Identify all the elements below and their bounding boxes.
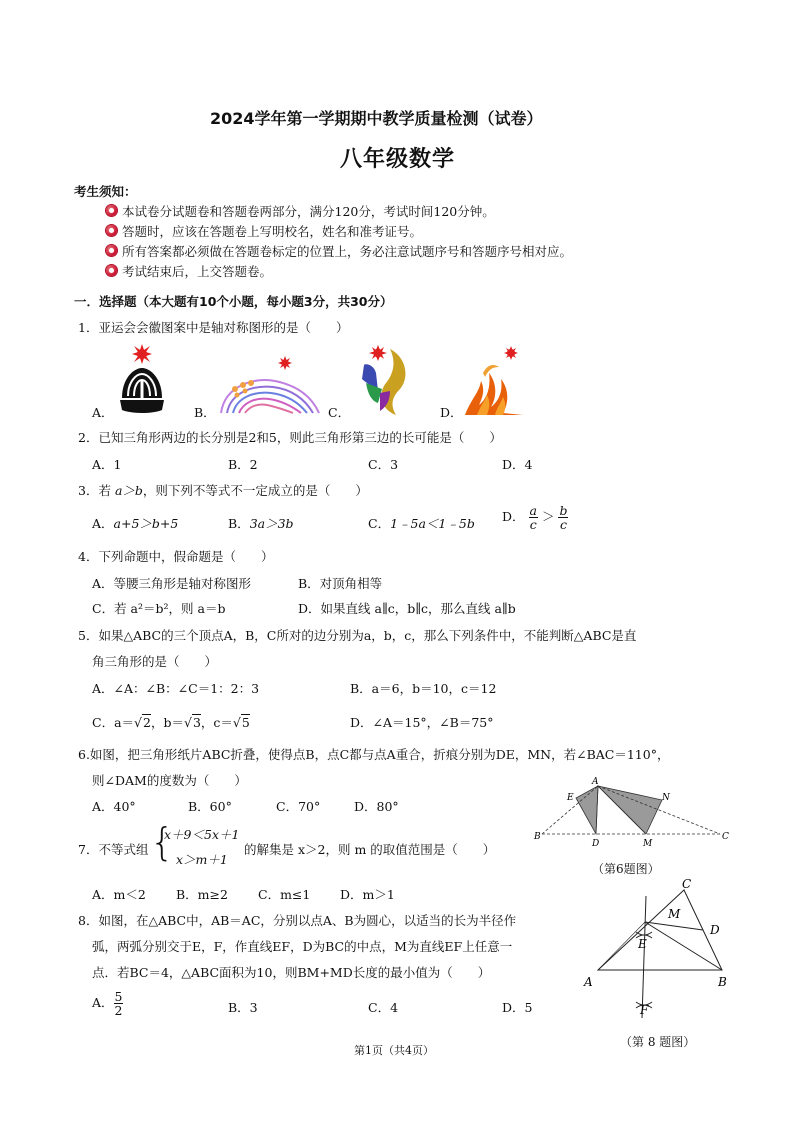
figure-8-diagram	[576, 876, 736, 1024]
q1-option-b-label: B．	[194, 405, 216, 420]
page-footer: 第1页（共4页）	[354, 1044, 434, 1057]
question-5-stem-line1: 5．如果△ABC的三个顶点A，B，C所对的边分别为a，b，c，那么下列条件中，不能判断△ABC是直	[78, 628, 637, 643]
q7-option-c: C．m≤1	[258, 887, 311, 902]
question-8-stem-line1: 8．如图，在△ABC中，AB＝AC，分别以点A、B为圆心，以适当的长为半径作	[78, 913, 517, 928]
q6-option-b: B．60°	[188, 799, 232, 814]
notice-item: 本试卷分试题卷和答题卷两部分，满分120分，考试时间120分钟。	[122, 204, 495, 219]
notice-item: 所有答案都必须做在答题卷标定的位置上，务必注意试题序号和答题序号相对应。	[122, 244, 573, 259]
exam-title: 2024学年第一学期期中教学质量检测（试卷）	[210, 109, 543, 128]
q3-option-d: D． $\frac{a}{c}$ ＞ $\frac{b}{c}$	[502, 503, 568, 533]
q2-option-a: A．1	[92, 457, 122, 472]
q7-system-line2: x＞m＋1	[176, 852, 228, 867]
fig6-point-m: M	[643, 839, 653, 849]
section-heading: 一．选择题（本大题有10个小题，每小题3分，共30分）	[74, 294, 393, 309]
fig6-point-c: C	[722, 832, 729, 842]
notice-heading: 考生须知：	[74, 184, 137, 199]
bullet-icon	[106, 265, 117, 276]
fig8-point-f: F	[640, 1003, 649, 1017]
q3-option-b: B．3a＞3b	[228, 516, 294, 531]
fig6-point-n: N	[662, 793, 670, 803]
notice-item: 答题时，应该在答题卷上写明校名，姓名和准考证号。	[122, 224, 423, 239]
emblem-a-image	[112, 340, 172, 418]
q5-option-b: B．a＝6，b＝10，c＝12	[350, 681, 497, 696]
figure-6-caption: （第6题图）	[592, 862, 660, 876]
q1-option-c-label: C．	[328, 405, 351, 420]
q4-option-c: C．若 a²＝b²，则 a＝b	[92, 601, 226, 616]
fig6-point-d: D	[592, 839, 600, 849]
q8-option-b: B．3	[228, 1000, 258, 1015]
figure-6-diagram	[532, 776, 732, 850]
q6-option-d: D．80°	[354, 799, 399, 814]
question-7-stem-pre: 7．不等式组	[78, 842, 149, 857]
q7-system-line1: x＋9＜5x＋1	[164, 827, 240, 842]
q8-option-d: D．5	[502, 1000, 533, 1015]
subject-title: 八年级数学	[340, 147, 456, 172]
question-8-stem-line2: 弧，两弧分别交于E，F，作直线EF，D为BC的中点，M为直线EF上任意一	[92, 939, 513, 954]
q8-option-c: C．4	[368, 1000, 399, 1015]
question-4-stem: 4．下列命题中，假命题是（ ）	[78, 549, 274, 564]
q7-option-b: B．m≥2	[176, 887, 228, 902]
bullet-icon	[106, 225, 117, 236]
figure-8-caption: （第 8 题图）	[620, 1035, 696, 1049]
question-5-stem-line2: 角三角形的是（ ）	[92, 654, 218, 669]
q4-option-d: D．如果直线 a∥c，b∥c，那么直线 a∥b	[298, 601, 516, 616]
notice-item: 考试结束后，上交答题卷。	[122, 264, 273, 279]
emblem-c-image	[356, 343, 412, 419]
emblem-d-image	[463, 343, 527, 417]
fig6-point-b: B	[534, 832, 541, 842]
q6-option-a: A．40°	[92, 799, 136, 814]
question-2-stem: 2．已知三角形两边的长分别是2和5，则此三角形第三边的长可能是（ ）	[78, 430, 502, 445]
fig8-point-a: A	[584, 975, 593, 989]
q2-option-d: D．4	[502, 457, 533, 472]
q5-option-a: A．∠A：∠B：∠C＝1：2：3	[92, 681, 260, 696]
q8-option-a: A． $\frac{5}{2}$	[92, 989, 123, 1019]
fig8-point-c: C	[682, 877, 692, 891]
q1-option-d-label: D．	[440, 405, 463, 420]
q5-option-d: D．∠A＝15°，∠B＝75°	[350, 715, 494, 730]
question-8-stem-line3: 点．若BC＝4，△ABC面积为10，则BM+MD长度的最小值为（ ）	[92, 965, 491, 980]
q7-option-a: A．m＜2	[92, 887, 146, 902]
q2-option-b: B．2	[228, 457, 258, 472]
fig6-point-a: A	[592, 777, 599, 787]
question-3-stem: 3．若 a＞b，则下列不等式不一定成立的是（ ）	[78, 483, 368, 498]
fig8-point-b: B	[718, 975, 727, 989]
fig8-point-d: D	[710, 923, 720, 937]
q5-option-c: C．a＝√2，b＝√3，c＝√5	[92, 715, 250, 730]
q4-option-a: A．等腰三角形是轴对称图形	[92, 576, 252, 591]
bullet-icon	[106, 205, 117, 216]
q7-brace: {	[150, 820, 175, 864]
q6-option-c: C．70°	[276, 799, 321, 814]
bullet-icon	[106, 245, 117, 256]
fig8-point-m: M	[668, 907, 681, 921]
emblem-b-image	[215, 355, 325, 417]
q2-option-c: C．3	[368, 457, 399, 472]
fig8-point-e: E	[638, 937, 647, 951]
q1-option-a-label: A．	[92, 405, 114, 420]
q4-option-b: B．对顶角相等	[298, 576, 383, 591]
question-7-stem-post: 的解集是 x＞2，则 m 的取值范围是（ ）	[244, 842, 496, 857]
q3-option-c: C．1﹣5a＜1﹣5b	[368, 516, 475, 531]
q3-option-a: A．a+5＞b+5	[92, 516, 179, 531]
question-6-stem-line1: 6.如图，把三角形纸片ABC折叠，使得点B，点C都与点A重合，折痕分别为DE，MN，若∠BAC＝110°，	[78, 747, 670, 762]
fig6-point-e: E	[567, 793, 574, 803]
question-6-stem-line2: 则∠DAM的度数为（ ）	[92, 773, 247, 788]
question-1-stem: 1．亚运会会徽图案中是轴对称图形的是（ ）	[78, 320, 349, 335]
q7-option-d: D．m＞1	[340, 887, 395, 902]
